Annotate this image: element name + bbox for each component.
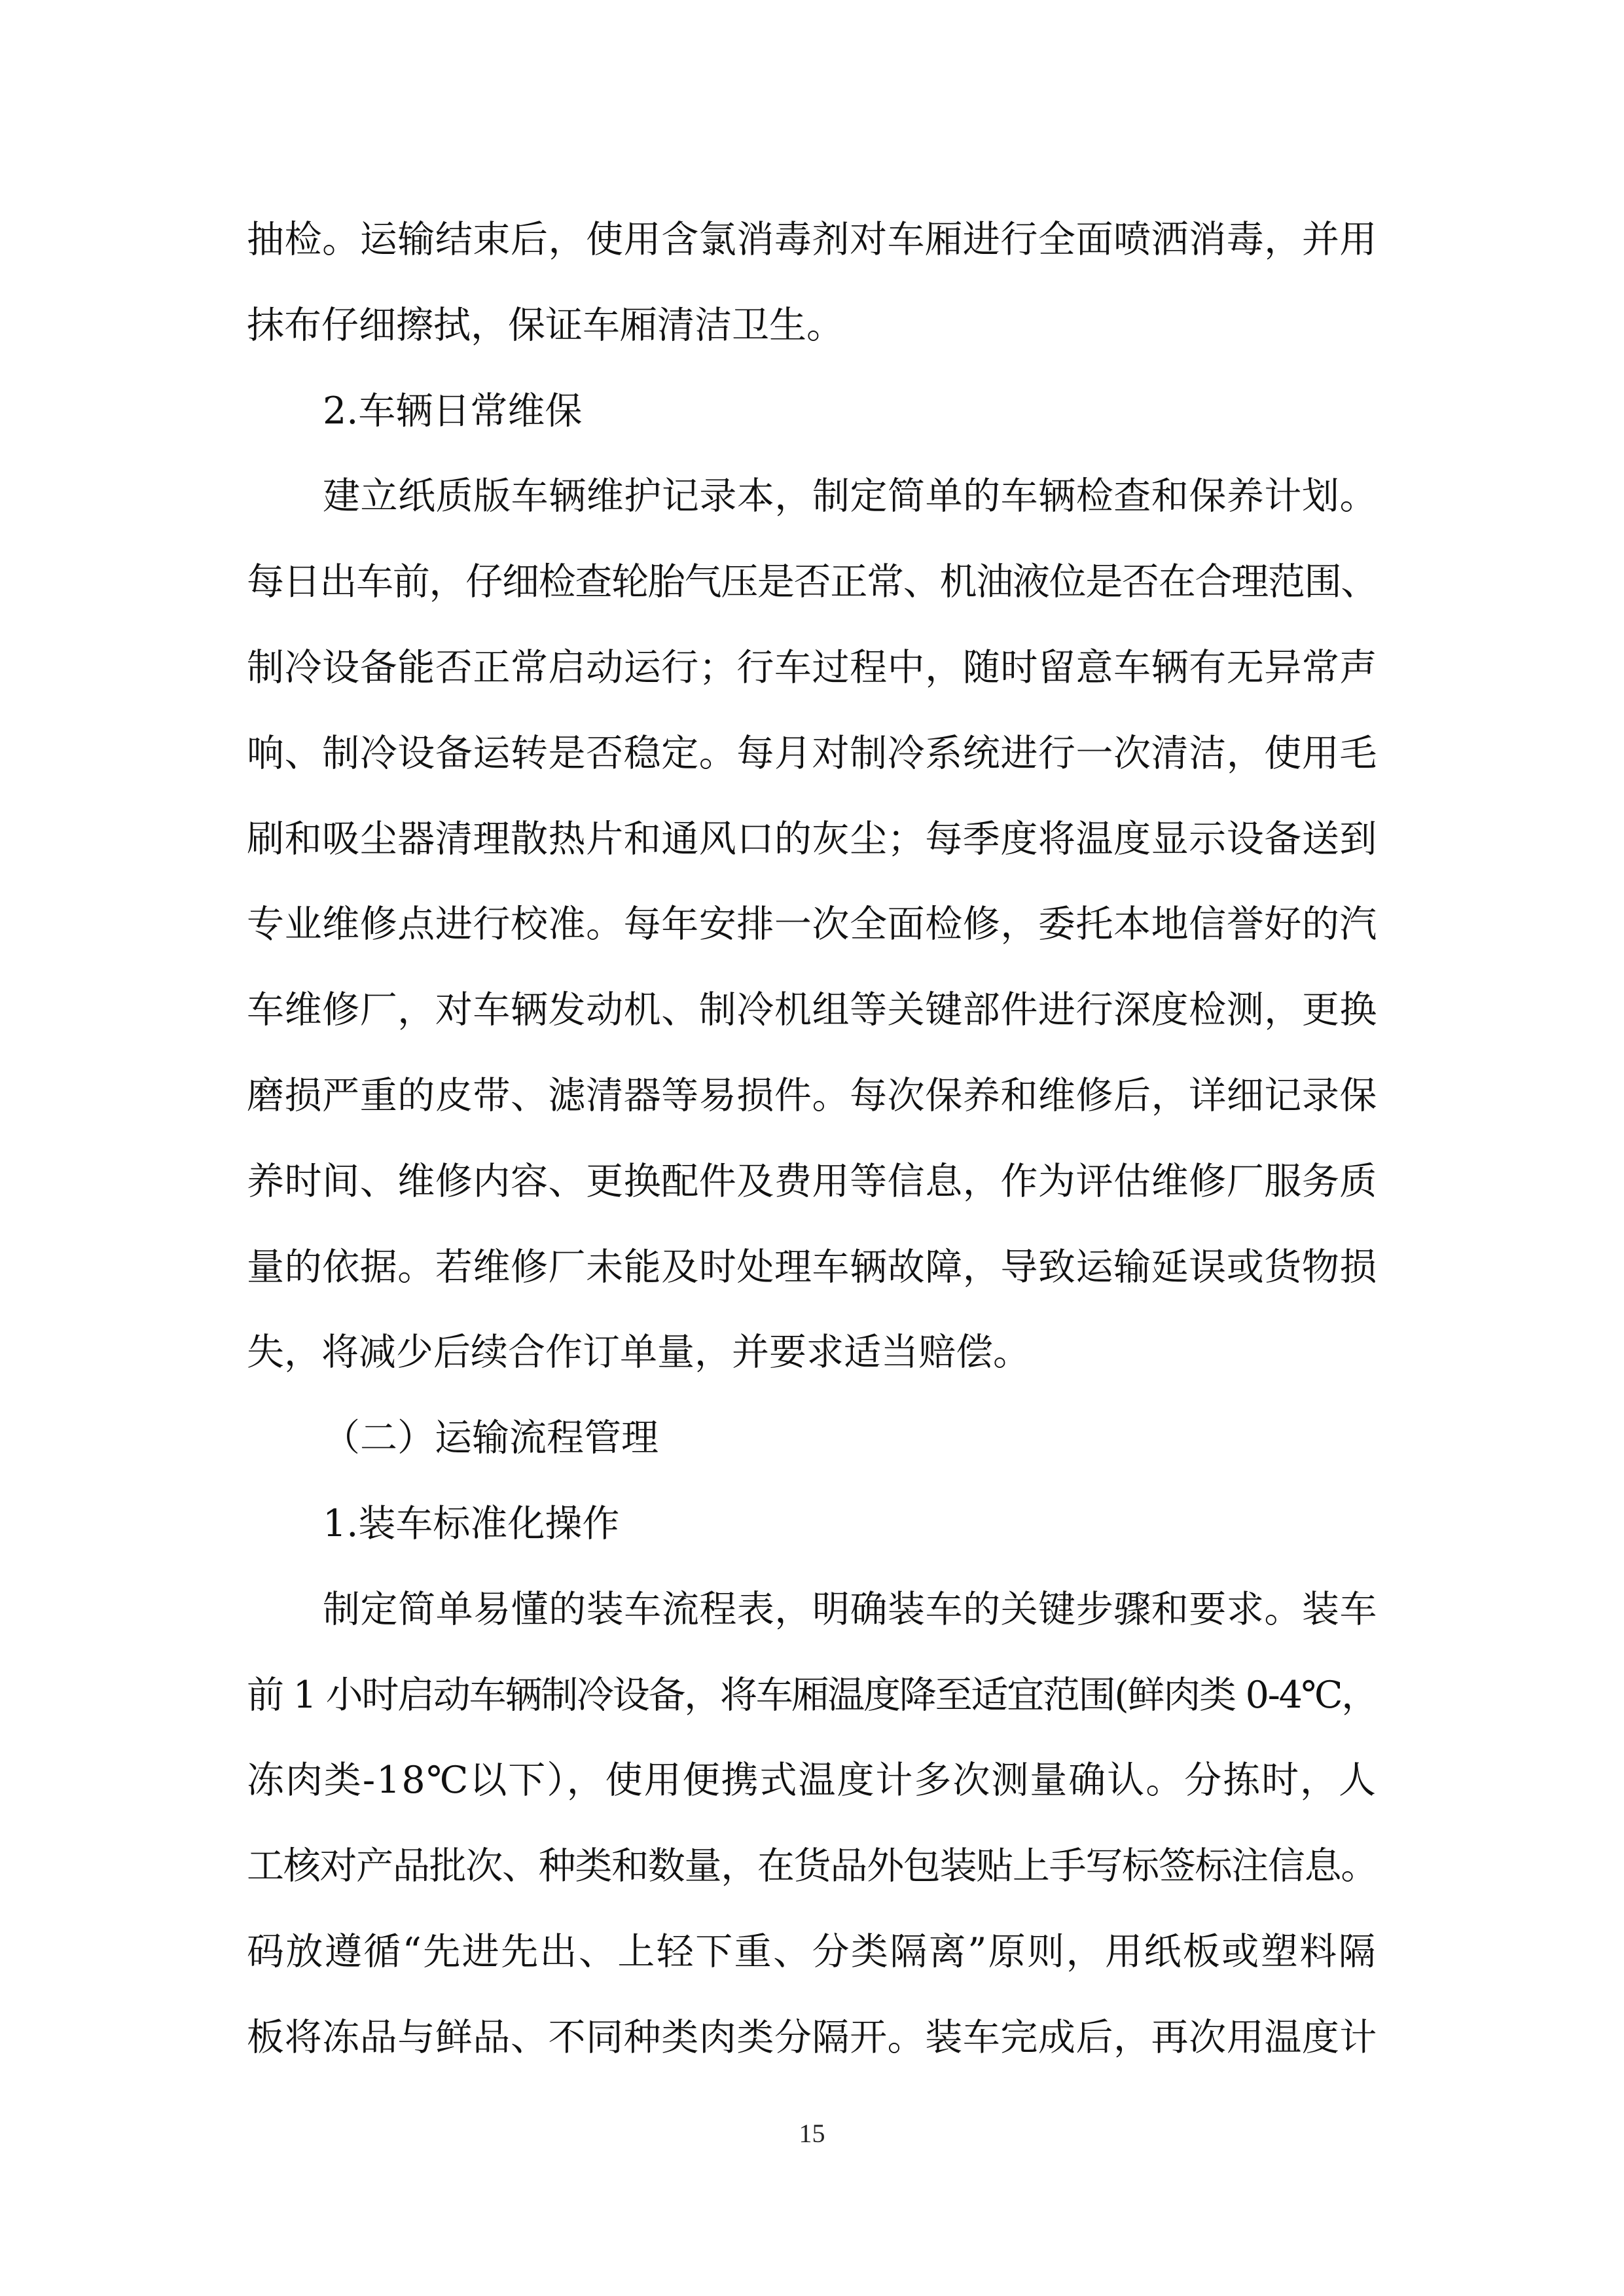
text-line-content: 2.车辆日常维保 [323,389,583,433]
text-line-content: 板将冻品与鲜品、不同种类肉类分隔开。装车完成后，再次用温度计 [247,2015,1377,2059]
text-line-content: 建立纸质版车辆维护记录本，制定简单的车辆检查和保养计划。 [323,475,1377,518]
text-line-content: 冻肉类-18℃以下），使用便携式温度计多次测量确认。分拣时，人 [247,1759,1377,1803]
text-line-content: 制冷设备能否正常启动运行；行车过程中，随时留意车辆有无异常声 [247,645,1377,689]
text-line [247,454,1377,539]
text-line-content: 抽检。运输结束后，使用含氯消毒剂对车厢进行全面喷洒消毒，并用 [247,218,1377,261]
text-line-content: （二）运输流程管理 [323,1416,659,1460]
text-line [247,625,1377,711]
text-line-content: 每日出车前，仔细检查轮胎气压是否正常、机油液位是否在合理范围、 [247,560,1377,604]
text-line-content: 码放遵循“先进先出、上轻下重、分类隔离”原则，用纸板或塑料隔 [247,1929,1377,1973]
text-line [247,1653,1377,1738]
text-line [247,368,1377,454]
text-line [247,1053,1377,1139]
text-line [247,539,1377,625]
body-text [247,197,1377,2081]
text-line [247,1909,1377,1995]
text-line-content: 抹布仔细擦拭，保证车厢清洁卫生。 [247,303,844,347]
text-line [247,967,1377,1053]
text-line [247,283,1377,368]
text-line [247,1481,1377,1567]
text-line-content: 响、制冷设备运转是否稳定。每月对制冷系统进行一次清洁，使用毛 [247,731,1377,775]
text-line [247,1395,1377,1481]
text-line [247,797,1377,882]
page-number: 15 [799,2119,825,2148]
text-line-content: 刷和吸尘器清理散热片和通风口的灰尘；每季度将温度显示设备送到 [247,817,1377,861]
text-line [247,711,1377,797]
text-line-content: 前 1 小时启动车辆制冷设备，将车厢温度降至适宜范围(鲜肉类 0-4℃， [247,1673,1377,1717]
text-line-content: 失，将减少后续合作订单量，并要求适当赔偿。 [247,1331,1030,1374]
text-line [247,197,1377,283]
text-line [247,1567,1377,1653]
text-line [247,1995,1377,2081]
text-line-content: 车维修厂，对车辆发动机、制冷机组等关键部件进行深度检测，更换 [247,988,1377,1032]
text-line-content: 1.装车标准化操作 [323,1501,620,1545]
text-line-content: 磨损严重的皮带、滤清器等易损件。每次保养和维修后，详细记录保 [247,1073,1377,1117]
text-line-content: 制定简单易懂的装车流程表，明确装车的关键步骤和要求。装车 [323,1587,1377,1631]
text-line-content: 专业维修点进行校准。每年安排一次全面检修，委托本地信誉好的汽 [247,903,1377,946]
text-line-content: 养时间、维修内容、更换配件及费用等信息，作为评估维修厂服务质 [247,1159,1377,1203]
text-line [247,882,1377,967]
text-line [247,1823,1377,1909]
text-line [247,1738,1377,1823]
text-line-content: 量的依据。若维修厂未能及时处理车辆故障，导致运输延误或货物损 [247,1245,1377,1289]
text-line [247,1310,1377,1395]
text-line [247,1139,1377,1225]
text-line [247,1225,1377,1310]
text-line-content: 工核对产品批次、种类和数量，在货品外包装贴上手写标签标注信息。 [247,1844,1377,1888]
